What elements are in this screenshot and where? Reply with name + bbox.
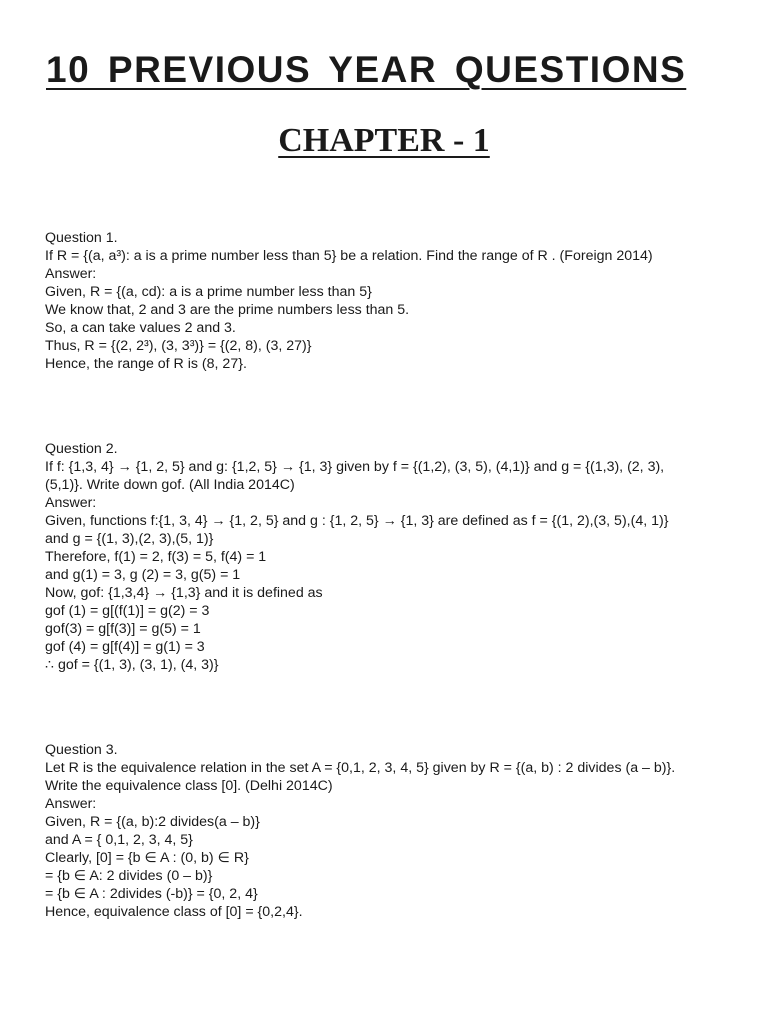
question-label: Question 3. [45,742,118,758]
answer-line: and g(1) = 3, g (2) = 3, g(5) = 1 [45,567,241,583]
answer-line: ∴ gof = {(1, 3), (3, 1), (4, 3)} [45,657,219,673]
question-text: Let R is the equivalence relation in the set A = {0,1, 2, 3, 4, 5} given by R = {(a, b) : 2 divides (a – b)}. [45,760,676,776]
answer-label: Answer: [45,495,97,511]
answer-line: gof (4) = g[f(4)] = g(1) = 3 [45,639,205,655]
answer-line: gof (1) = g[(f(1)] = g(2) = 3 [45,603,210,619]
answer-line: Hence, the range of R is (8, 27}. [45,356,247,372]
answer-line: gof(3) = g[f(3)] = g(5) = 1 [45,621,201,637]
chapter-heading: CHAPTER - 1 [278,122,490,159]
page-title: 10 PREVIOUS YEAR QUESTIONS [46,49,687,90]
answer-line: and g = {(1, 3),(2, 3),(5, 1)} [45,531,214,547]
answer-line: Given, R = {(a, b):2 divides(a – b)} [45,814,260,830]
question-label: Question 2. [45,441,118,457]
answer-line: = {b ∈ A: 2 divides (0 – b)} [45,868,213,884]
answer-line: We know that, 2 and 3 are the prime numbers less than 5. [45,302,410,318]
answer-line: Given, R = {(a, cd): a is a prime number less than 5} [45,284,372,300]
answer-line: Clearly, [0] = {b ∈ A : (0, b) ∈ R} [45,850,249,866]
question-text: Write the equivalence class [0]. (Delhi 2014C) [45,778,333,794]
answer-line: Thus, R = {(2, 2³), (3, 3³)} = {(2, 8), (3, 27)} [45,338,312,354]
answer-line: So, a can take values 2 and 3. [45,320,236,336]
answer-line: = {b ∈ A : 2divides (-b)} = {0, 2, 4} [45,886,258,902]
answer-line: Hence, equivalence class of [0] = {0,2,4}. [45,904,303,920]
question-label: Question 1. [45,230,118,246]
question-block-2 [45,440,735,674]
answer-label: Answer: [45,796,97,812]
question-block-3 [45,741,735,921]
answer-line: Therefore, f(1) = 2, f(3) = 5, f(4) = 1 [45,549,267,565]
question-block-1 [45,229,735,373]
question-text: If f: {1,3, 4} → {1, 2, 5} and g: {1,2, 5} → {1, 3} given by f = {(1,2), (3, 5), (4,1)} and g = {(1,3), (2, 3), [45,459,665,475]
question-text: (5,1)}. Write down gof. (All India 2014C) [45,477,295,493]
answer-line: Now, gof: {1,3,4} → {1,3} and it is defined as [45,585,323,601]
answer-line: Given, functions f:{1, 3, 4} → {1, 2, 5} and g : {1, 2, 5} → {1, 3} are defined as f = {(1, 2),(3, 5),(4, 1)} [45,513,669,529]
answer-label: Answer: [45,266,97,282]
answer-line: and A = { 0,1, 2, 3, 4, 5} [45,832,193,848]
question-text: If R = {(a, a³): a is a prime number less than 5} be a relation. Find the range of R . (Foreign 2014) [45,248,653,264]
